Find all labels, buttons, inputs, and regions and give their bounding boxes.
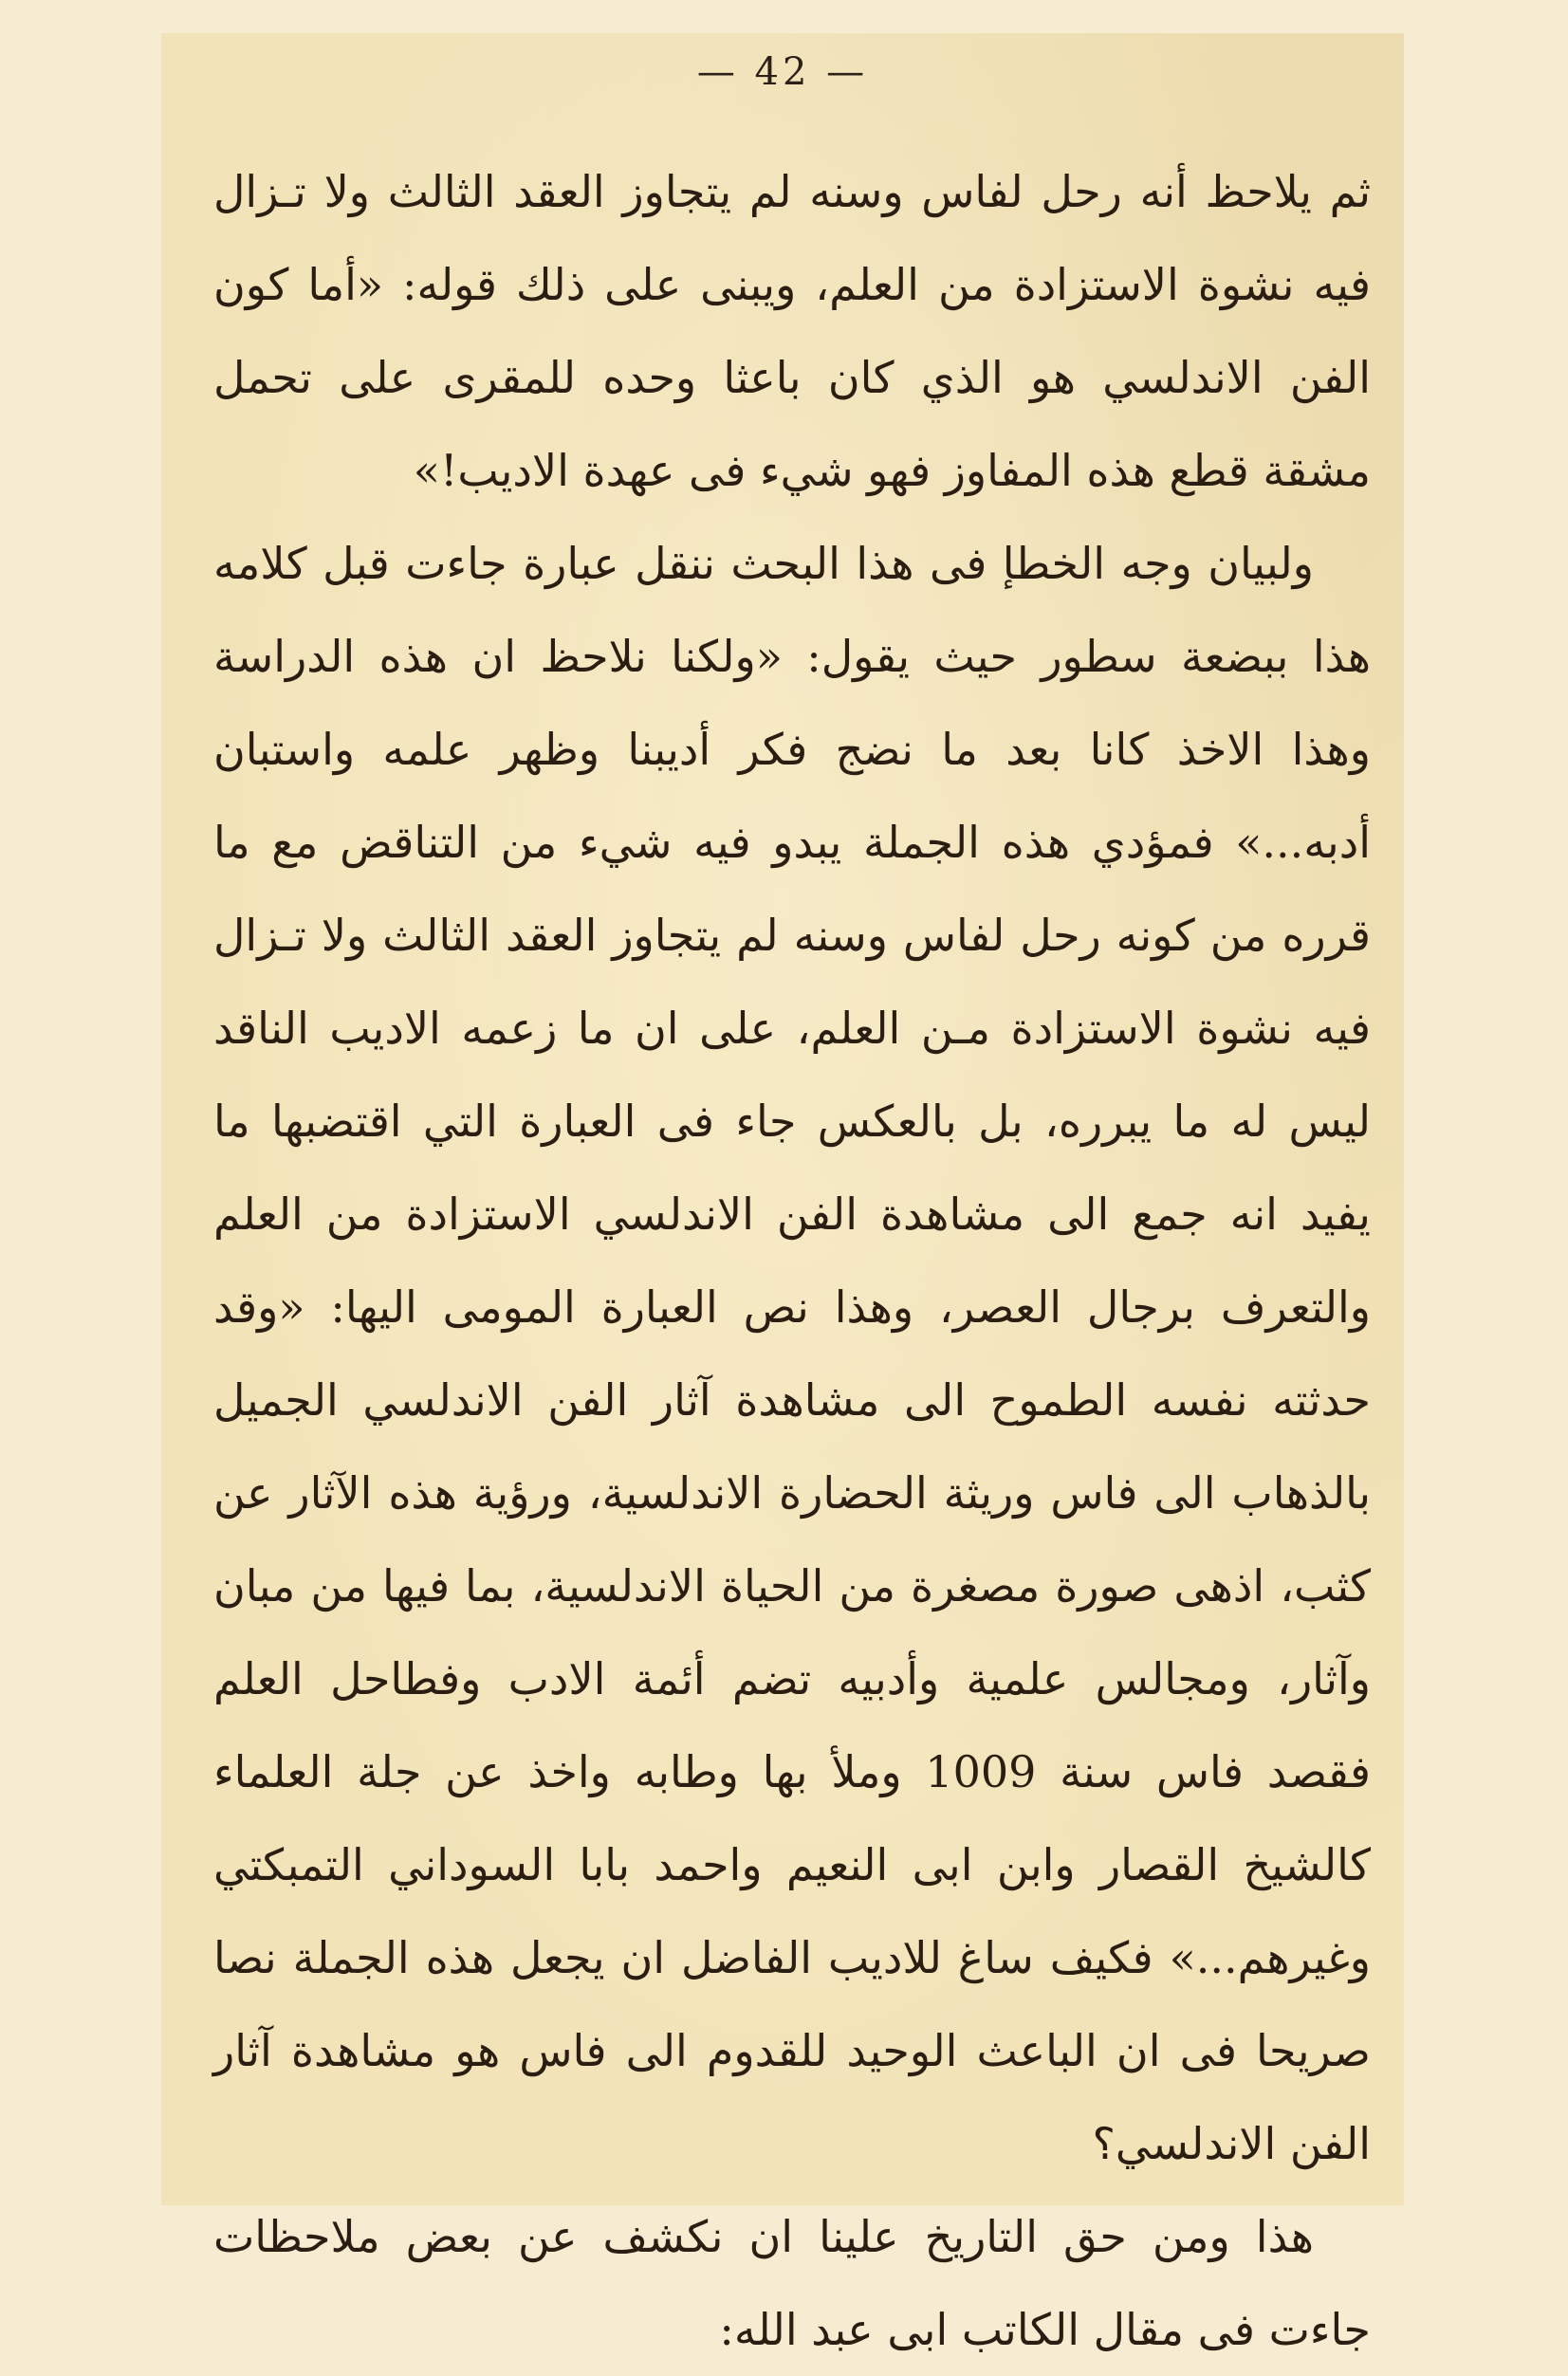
paragraph-1: ثم يلاحظ أنه رحل لفاس وسنه لم يتجاوز العقد الثالث ولا تـزال فيه نشوة الاستزادة من العلم، ويبنى على ذلك قوله: «أما كون الفن الاندلسي هو الذي كان باعثا وحده للمقرى على تحمل مشقة قطع هذه المفاوز فهو شيء فى عهدة الاديب!»: [213, 166, 1371, 496]
paragraph-2: ولبيان وجه الخطإ فى هذا البحث ننقل عبارة جاءت قبل كلامه هذا ببضعة سطور حيث يقول: «ولكنا نلاحظ ان هذه الدراسة وهذا الاخذ كانا بعد ما نضج فكر أديبنا وظهر علمه واستبان أدبه...» فمؤدي هذه الجملة يبدو فيه شيء من التناقض مع ما قرره من كونه رحل لفاس وسنه لم يتجاوز العقد الثالث ولا تـزال فيه نشوة الاستزادة مـن العلم، على ان ما زعمه الاديب الناقد ليس له ما يبرره، بل بالعكس جاء فى العبارة التي اقتضبها ما يفيد انه جمع الى مشاهدة الفن الاندلسي الاستزادة من العلم والتعرف برجال العصر، وهذا نص العبارة المومى اليها: «وقد حدثته نفسه الطموح الى مشاهدة آثار الفن الاندلسي الجميل بالذهاب الى فاس وريثة الحضارة الاندلسية، ورؤية هذه الآثار عن كثب، اذهى صورة مصغرة من الحياة الاندلسية، بما فيها من مبان وآثار، ومجالس علمية وأدبيه تضم أئمة الادب وفطاحل العلم فقصد فاس سنة 1009 وملأ بها وطابه واخذ عن جلة العلماء كالشيخ القصار وابن ابى النعيم واحمد بابا السوداني التمبكتي وغيرهم...» فكيف ساغ للاديب الفاضل ان يجعل هذه الجملة نصا صريحا فى ان الباعث الوحيد للقدوم الى فاس هو مشاهدة آثار الفن الاندلسي؟: [213, 538, 1371, 2169]
page-number: — 42 —: [696, 50, 869, 94]
book-page: [161, 33, 1404, 2355]
body-text: [213, 145, 1371, 2376]
paragraph-3: هذا ومن حق التاريخ علينا ان نكشف عن بعض ملاحظات جاءت فى مقال الكاتب ابى عبد الله:: [213, 2211, 1371, 2355]
